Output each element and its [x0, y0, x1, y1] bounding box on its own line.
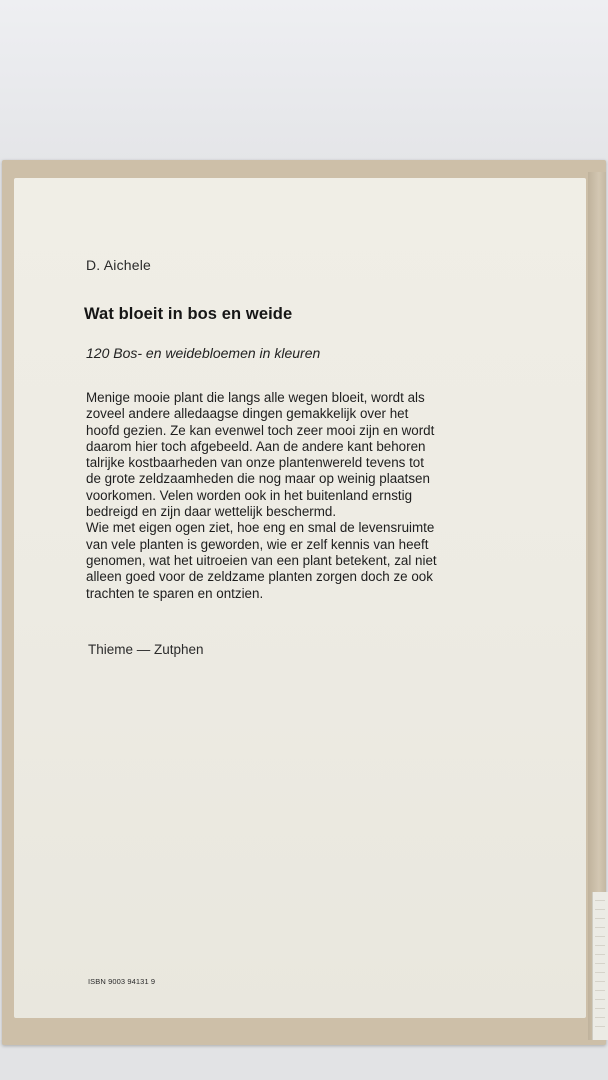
blurb-line: hoofd gezien. Ze kan evenwel toch zeer mooi zijn en wordt — [86, 422, 435, 438]
blurb-line: bedreigd en zijn daar wettelijk beschermd. — [86, 504, 337, 520]
blurb-line: Wie met eigen ogen ziet, hoe eng en smal de levensruimte — [86, 520, 435, 536]
blurb-line: voorkomen. Velen worden ook in het buitenland ernstig — [86, 487, 413, 503]
blurb-line: daarom hier toch afgebeeld. Aan de andere kant behoren — [86, 438, 426, 454]
background-table — [0, 1040, 608, 1080]
blurb-text — [86, 390, 566, 602]
blurb-line: de grote zeldzaamheden die nog maar op weinig plaatsen — [86, 471, 430, 487]
blurb-line: Menige mooie plant die langs alle wegen bloeit, wordt als — [86, 390, 425, 405]
blurb-line: van vele planten is geworden, wie er zelf kennis van heeft — [86, 536, 429, 552]
publisher-imprint: Thieme — Zutphen — [88, 642, 204, 657]
blurb-line: talrijke kostbaarheden van onze plantenwereld tevens tot — [86, 455, 424, 471]
blurb-line: alleen goed voor de zeldzame planten zorgen doch ze ook — [86, 569, 433, 585]
blurb-line: trachten te sparen en ontzien. — [86, 585, 264, 601]
blurb-line: zoveel andere alledaagse dingen gemakkelijk over het — [86, 406, 409, 422]
library-label-lines — [595, 900, 605, 1030]
book-subtitle: 120 Bos- en weidebloemen in kleuren — [86, 345, 321, 361]
background-wall — [0, 0, 608, 165]
blurb-line: genomen, wat het uitroeien van een plant betekent, zal niet — [86, 552, 437, 568]
isbn-number: ISBN 9003 94131 9 — [88, 977, 156, 986]
book-title: Wat bloeit in bos en weide — [84, 305, 293, 323]
author-name: D. Aichele — [86, 257, 152, 273]
